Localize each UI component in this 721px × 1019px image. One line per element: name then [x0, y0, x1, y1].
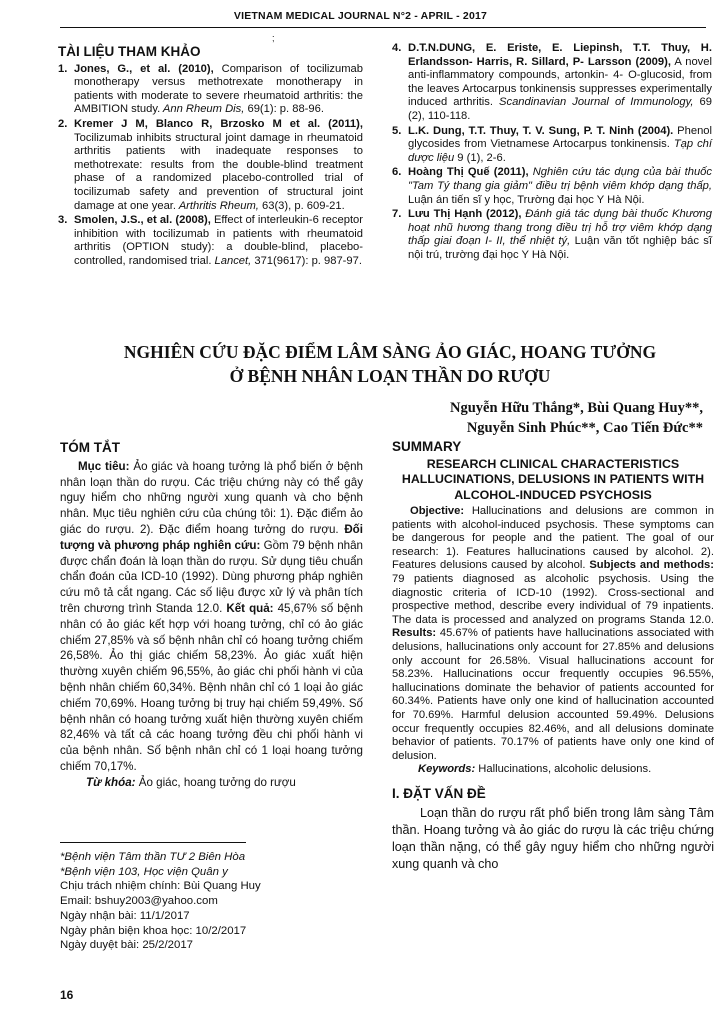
affiliation-footnote	[60, 850, 261, 953]
reference-text	[408, 208, 712, 262]
objective-text: Hallucinations and delusions are common in patients with alcohol-induced psychosis. These symptoms can be dangerous for people and the patient. The goal of our research: 1). Features hallucinations caused by alcohol. 2). Features delusions caused by alcohol.	[392, 505, 714, 572]
objective-label: Objective:	[410, 505, 465, 518]
reference-authors: Kremer J M, Blanco R, Brzosko M et al. (2011),	[74, 117, 363, 130]
keywords-text: Ảo giác, hoang tưởng do rượu	[135, 775, 296, 789]
methods-text: Gồm 79 bệnh nhân được chẩn đoán là loạn thần do rượu. Sử dụng tiêu chuẩn chẩn đoán của ICD-10 (1992). Dùng phương pháp nghiên cứu mô tả cắt ngang. Các số liệu được xử lý và phân tích trên chương trình Standa 12.0.	[60, 538, 363, 615]
reference-title: A novel anti-inflammatory compounds, artonkin- 4- O-glucosid, from the leaves Artocarpus tonkinensis suppresses experimentally induced arthritis.	[408, 55, 712, 109]
reference-item	[392, 42, 712, 124]
reference-authors: Smolen, J.S., et al. (2008),	[74, 214, 211, 227]
reference-tail: 69(1): p. 88-96.	[244, 103, 324, 116]
reference-title: Effect of interleukin-6 receptor inhibition with tocilizumab in patients with rheumatoid arthritis (OPTION study): a double-blind, placebo-controlled, randomised trial.	[74, 214, 363, 267]
reference-journal: Ann Rheum Dis,	[160, 103, 245, 116]
references-heading: TÀI LIỆU THAM KHẢO	[58, 44, 201, 59]
article-title-line: Ở BỆNH NHÂN LOẠN THẦN DO RƯỢU	[229, 366, 551, 386]
reviewed-date: Ngày phản biện khoa học: 10/2/2017	[60, 924, 247, 937]
reference-journal: Scandinavian Journal of Immunology,	[493, 96, 694, 109]
methods-label: Subjects and methods:	[589, 559, 714, 572]
reference-authors: D.T.N.DUNG, E. Eriste, E. Liepinsh, T.T. Thuy, H. Erlandsson- Harris, R. Sillard, P- Larsson (2009),	[408, 42, 712, 68]
reference-authors: Hoàng Thị Quế (2011),	[408, 166, 529, 179]
reference-tail: 9 (1), 2-6.	[454, 151, 506, 164]
column-mark: ;	[272, 33, 275, 43]
reference-journal: Tạp chí dược liệu	[408, 138, 712, 164]
reference-tail: 69 (2), 110-118.	[408, 96, 712, 122]
intro-paragraph: Loạn thần do rượu rất phổ biến trong lâm sàng Tâm thần. Hoang tưởng và ảo giác do rượu là các triệu chứng loạn thần nặng, có thể gây nguy hiểm cho những người xung quanh và cho	[392, 805, 714, 871]
references-right-column	[392, 42, 712, 264]
reference-number: 4.	[392, 42, 402, 54]
reference-number: 6.	[392, 166, 402, 179]
reference-number: 3.	[58, 214, 68, 227]
reference-text	[408, 42, 712, 124]
reference-tail: Luận văn tốt nghiệp bác sĩ nội trú, trường đại học Y Hà Nội.	[408, 235, 712, 261]
abstract-vi-body	[60, 459, 363, 775]
keywords-text: Hallucinations, alcoholic delusions.	[475, 763, 652, 776]
affiliation-2: *Bệnh viện 103, Học viện Quân y	[60, 865, 228, 878]
abstract-en-title: RESEARCH CLINICAL CHARACTERISTICS HALLUCINATIONS, DELUSIONS IN PATIENTS WITH ALCOHOL-INDUCED PSYCHOSIS	[401, 456, 705, 502]
reference-journal: Lancet,	[211, 254, 252, 267]
authors-line: Nguyễn Sinh Phúc**, Cao Tiến Đức**	[466, 420, 703, 436]
abstract-vi-heading: TÓM TẮT	[60, 440, 120, 455]
received-date: Ngày nhận bài: 11/1/2017	[60, 909, 190, 922]
article-authors	[450, 398, 703, 438]
abstract-vi-keywords	[60, 775, 363, 791]
reference-number: 5.	[392, 124, 402, 137]
affiliation-1: *Bệnh viện Tâm thần TƯ 2 Biên Hòa	[60, 851, 246, 863]
results-text: 45.67% of patients have hallucinations associated with delusions, hallucinations only account for 27.85% and delusions only account for 26.58%. Visual hallucinations account for 58.23%. Hallucinations occur frequently occupies 96.55%, hallucinations dominate the behavior of patients accounted for 60.34%. Patients have only one kind of hallucination accounted for 70.69%. Harmful delusion accounted 59.49%. Delusions occur frequently occupies 82.46%, and all delusions dominate behavior of patients. 70.17% of patients have only one kind of delusion.	[392, 627, 714, 762]
keywords-label: Từ khóa:	[86, 775, 136, 789]
reference-journal: Arthritis Rheum,	[176, 199, 259, 212]
objective-text: Ảo giác và hoang tưởng là phổ biến ở bệnh nhân loạn thần do rượu. Các triệu chứng này có thể gây nguy hiểm cho những người xung quanh và cho bệnh nhân. Mục tiêu nghiên cứu của chúng tôi: 1). Đặc điểm ảo giác do rượu. 2). Đặc điểm hoang tưởng do rượu.	[60, 459, 363, 536]
reference-text	[408, 125, 712, 166]
accepted-date: Ngày duyệt bài: 25/2/2017	[60, 939, 193, 952]
contact-email: Email: bshuy2003@yahoo.com	[60, 895, 218, 908]
abstract-en-body	[392, 505, 714, 763]
reference-item	[58, 214, 363, 268]
header-rule	[60, 27, 706, 28]
reference-number: 1.	[58, 62, 68, 75]
reference-title: Comparison of tocilizumab monotherapy versus methotrexate monotherapy in patients with moderate to severe rheumatoid arthritis: the AMBITION study.	[74, 62, 363, 116]
reference-journal: Đánh giá tác dụng bài thuốc Khương hoạt nhũ hương thang trong điều trị hỗ trợ viêm khớp dạng thấp giai đoạn I- II, thể nhiệt tý,	[408, 208, 712, 248]
reference-text	[408, 166, 712, 207]
abstract-vietnamese	[60, 440, 363, 791]
reference-tail: 63(3), p. 609-21.	[258, 199, 345, 212]
page-number: 16	[60, 988, 74, 1002]
abstract-en-keywords	[392, 763, 714, 777]
reference-item	[392, 208, 712, 262]
references-left-column	[58, 45, 363, 270]
article-title-line: NGHIÊN CỨU ĐẶC ĐIỂM LÂM SÀNG ẢO GIÁC, HOANG TƯỞNG	[123, 342, 657, 362]
abstract-en-heading: SUMMARY	[392, 439, 462, 454]
reference-journal: Nghiên cứu tác dụng của bài thuốc "Tam Tý thang gia giảm" điều trị bệnh viêm khớp dạng thấp,	[408, 166, 712, 192]
abstract-english	[392, 440, 714, 873]
reference-text	[74, 118, 363, 213]
reference-number: 7.	[392, 208, 402, 221]
methods-label: Đối tượng và phương pháp nghiên cứu:	[60, 522, 363, 552]
article-title	[60, 340, 720, 388]
reference-title: Phenol glycosides from Vietnamese Artocarpus tonkinensis.	[408, 124, 712, 151]
authors-line: Nguyễn Hữu Thắng*, Bùi Quang Huy**,	[449, 400, 703, 416]
reference-item	[58, 118, 363, 213]
reference-text	[74, 63, 363, 117]
reference-tail: Luận án tiến sĩ y học, Trường đại học Y Hà Nội.	[408, 193, 645, 206]
reference-authors: Jones, G., et al. (2010),	[74, 62, 214, 75]
reference-title: Tocilizumab inhibits structural joint damage in rheumatoid arthritis patients with inadequate responses to methotrexate: results from the double-blind treatment phase of a randomized placebo-controlled trial of tocilizumab safety and prevention of structural joint damage at one year.	[74, 131, 363, 212]
keywords-label: Keywords:	[418, 763, 476, 776]
results-label: Results:	[392, 627, 437, 640]
results-label: Kết quả:	[226, 601, 274, 615]
footnote-rule	[60, 842, 246, 843]
methods-text: 79 patients diagnosed as alcoholic psychosis. Using the diagnostic criteria of ICD-10 (1992). Cross-sectional and prospective method, describe every individual of 79 inpatients. The data is processed and analyzed on programs Standa 12.0.	[392, 573, 714, 626]
journal-header: VIETNAM MEDICAL JOURNAL N°2 - APRIL - 2017	[233, 10, 488, 22]
responsible-author: Chịu trách nhiệm chính: Bùi Quang Huy	[60, 880, 261, 893]
reference-authors: L.K. Dung, T.T. Thuy, T. V. Sung, P. T. Ninh (2004).	[408, 124, 674, 137]
results-text: 45,67% số bệnh nhân có ảo giác kết hợp với hoang tưởng, chỉ có ảo giác chiếm 27,85% và số bệnh nhân chỉ có hoang tưởng chiếm 26,58%. Ảo thị giác chiếm 58,23%. Ảo giác xuất hiện thường xuyên chiếm 96,55%, ảo giác chi phối hành vi của bệnh nhân chiếm 60,34%. Bệnh nhân chỉ có 1 loại ảo giác chiếm 70,69%. Hoang tưởng bị truy hại chiếm 59,49%. Số bệnh nhân có hoang tưởng xuất hiện thường xuyên chiếm 82,46% và tất cả các hoang tưởng đều chi phối hành vi của bệnh nhân. Số bệnh nhân chỉ có 1 loại hoang tưởng chiếm 70,17%.	[60, 601, 363, 773]
reference-item	[392, 125, 712, 166]
reference-item	[58, 63, 363, 117]
reference-item	[392, 166, 712, 207]
reference-text	[74, 214, 363, 268]
objective-label: Mục tiêu:	[78, 459, 130, 473]
reference-tail: 371(9617): p. 987-97.	[251, 254, 362, 267]
reference-authors: Lưu Thị Hạnh (2012),	[408, 208, 522, 221]
reference-number: 2.	[58, 117, 68, 130]
intro-heading: I. ĐẶT VẤN ĐỀ	[392, 785, 486, 801]
